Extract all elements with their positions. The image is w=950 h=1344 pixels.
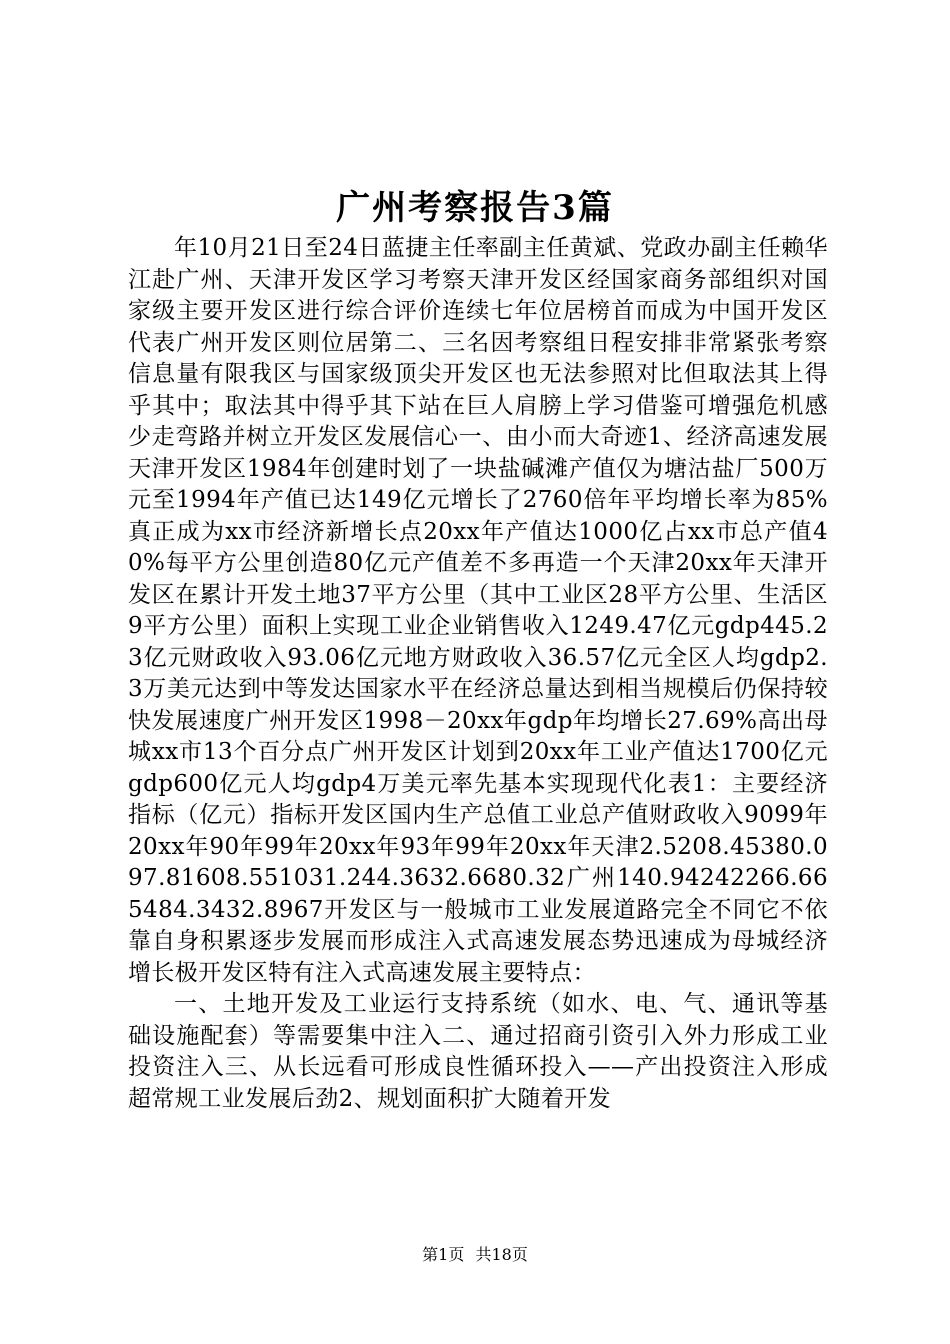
page-number: 第1页	[422, 1245, 465, 1264]
page-footer	[0, 1244, 950, 1266]
document-body	[128, 233, 828, 1115]
body-paragraph-1: 年10月21日至24日蓝捷主任率副主任黄斌、党政办副主任赖华江赴广州、天津开发区学习考察天津开发区经国家商务部组织对国家级主要开发区进行综合评价连续七年位居榜首而成为中国开发区代表广州开发区则位居第二、三名因考察组日程安排非常紧张考察信息量有限我区与国家级顶尖开发区也无法参照对比但取法其上得乎其中；取法其中得乎其下站在巨人肩膀上学习借鉴可增强危机感少走弯路并树立开发区发展信心一、由小而大奇迹1、经济高速发展天津开发区1984年创建时划了一块盐碱滩产值仅为塘沽盐厂500万元至1994年产值已达149亿元增长了2760倍年平均增长率为85%真正成为xx市经济新增长点20xx年产值达1000亿占xx市总产值40%每平方公里创造80亿元产值差不多再造一个天津20xx年天津开发区在累计开发土地37平方公里（其中工业区28平方公里、生活区9平方公里）面积上实现工业企业销售收入1249.47亿元gdp445.23亿元财政收入93.06亿元地方财政收入36.57亿元全区人均gdp2.3万美元达到中等发达国家水平在经济总量达到相当规模后仍保持较快发展速度广州开发区1998－20xx年gdp年均增长27.69%高出母城xx市13个百分点广州开发区计划到20xx年工业产值达1700亿元gdp600亿元人均gdp4万美元率先基本实现现代化表1：主要经济指标（亿元）指标开发区国内生产总值工业总产值财政收入9099年20xx年90年99年20xx年93年99年20xx年天津2.5208.45380.097.81608.551031.244.3632.6680.32广州140.94242266.665484.3432.8967开发区与一般城市工业发展道路完全不同它不依靠自身积累逐步发展而形成注入式高速发展态势迅速成为母城经济增长极开发区特有注入式高速发展主要特点：	[128, 235, 828, 986]
total-pages: 共18页	[475, 1245, 528, 1264]
body-paragraph-2: 一、土地开发及工业运行支持系统（如水、电、气、通讯等基础设施配套）等需要集中注入二、通过招商引资引入外力形成工业投资注入三、从长远看可形成良性循环投入——产出投资注入形成超常规工业发展后劲2、规划面积扩大随着开发	[128, 991, 828, 1112]
document-title: 广州考察报告3篇	[336, 188, 614, 228]
